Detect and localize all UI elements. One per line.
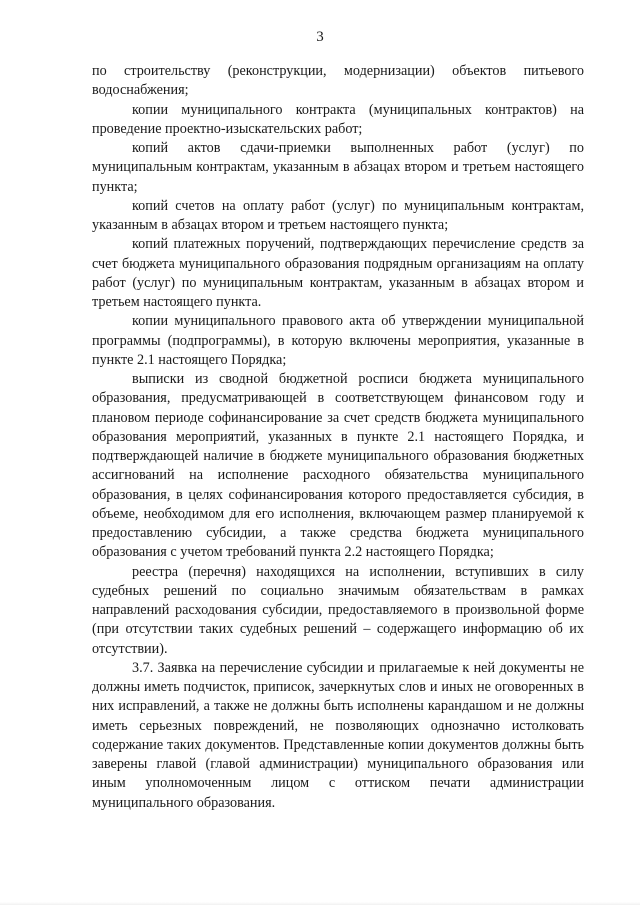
paragraph-contract-copies: копии муниципального контракта (муниципальных контрактов) на проведение проектно-изыскательских работ; [92,101,584,137]
paragraph-court-registry: реестра (перечня) находящихся на исполнении, вступивших в силу судебных решений по социально значимым обязательствам в рамках направлений расходования субсидии, предоставляемого в произвольной форме (при отсутствии таких судебных решений – содержащего информацию об их отсутствии). [92,563,584,657]
paragraph-continuation: по строительству (реконструкции, модернизации) объектов питьевого водоснабжения; [92,63,584,99]
paragraph-legal-act: копии муниципального правового акта об утверждении муниципальной программы (подпрограммы), в которую включены мероприятия, указанные в пункте 2.1 настоящего Порядка; [92,313,584,368]
paragraph-budget-extract: выписки из сводной бюджетной росписи бюджета муниципального образования, предусматривающей в соответствующем финансовом году и плановом периоде софинансирование за счет средств бюджета муниципального образования мероприятий, указанных в пункте 2.1 настоящего Порядка, и подтверждающей наличие в бюджете муниципального образования бюджетных ассигнований на исполнение расходного обязательства муниципального образования, в целях софинансирования которого предоставляется субсидия, в объеме, необходимом для его исполнения, включающем размер планируемой к предоставлению субсидии, а также средства бюджета муниципального образования с учетом требований пункта 2.2 настоящего Порядка; [92,371,584,561]
paragraph-payment-orders: копий платежных поручений, подтверждающих перечисление средств за счет бюджета муниципального образования подрядным организациям на оплату работ (услуг) по муниципальным контрактам, указанным в абзацах втором и третьем настоящего пункта. [92,236,584,310]
page-number: 3 [316,29,324,45]
paragraph-invoices: копий счетов на оплату работ (услуг) по муниципальным контрактам, указанным в абзацах втором и третьем настоящего пункта; [92,197,584,233]
document-body [92,62,584,813]
paragraph-section-3-7: 3.7. Заявка на перечисление субсидии и прилагаемые к ней документы не должны иметь подчисток, приписок, зачеркнутых слов и иных не оговоренных в них исправлений, а также не должны быть исполнены карандашом и не должны иметь серьезных повреждений, не позволяющих однозначно истолковать содержание таких документов. Представленные копии документов должны быть заверены главой (главой администрации) муниципального образования или иным уполномоченным лицом с оттиском печати администрации муниципального образования. [92,659,584,811]
paragraph-acceptance-acts: копий актов сдачи-приемки выполненных работ (услуг) по муниципальным контрактам, указанным в абзацах втором и третьем настоящего пункта; [92,140,584,195]
